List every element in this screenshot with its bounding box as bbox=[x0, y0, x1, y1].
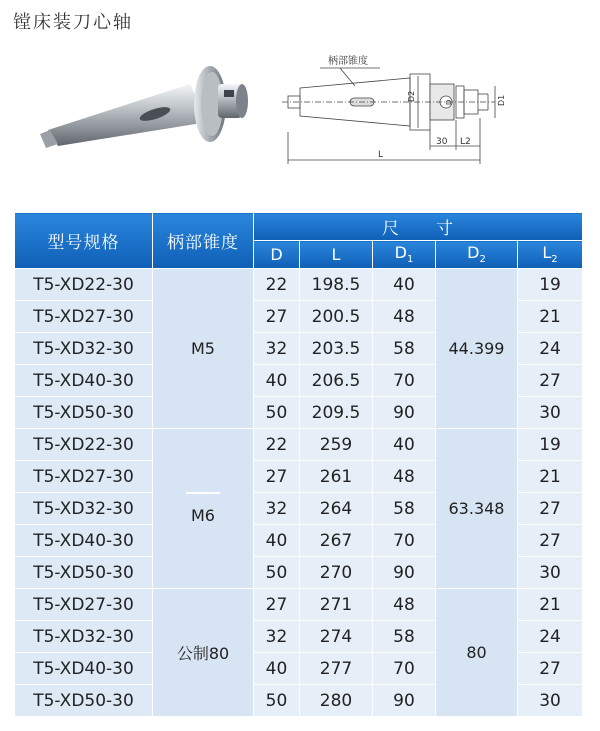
cell-model: T5-XD40-30 bbox=[15, 365, 153, 397]
drawing-d2-label: D2 bbox=[407, 90, 416, 102]
cell-l2: 19 bbox=[518, 429, 583, 461]
technical-drawing bbox=[280, 48, 520, 168]
cell-d1: 58 bbox=[373, 621, 436, 653]
cell-model: T5-XD27-30 bbox=[15, 301, 153, 333]
cell-l2: 24 bbox=[518, 333, 583, 365]
cell-l: 198.5 bbox=[300, 269, 373, 301]
cell-model: T5-XD50-30 bbox=[15, 557, 153, 589]
cell-taper: 公制80 bbox=[153, 589, 254, 717]
cell-model: T5-XD40-30 bbox=[15, 525, 153, 557]
cell-d1: 48 bbox=[373, 301, 436, 333]
cell-d: 27 bbox=[254, 461, 300, 493]
cell-d: 40 bbox=[254, 653, 300, 685]
cell-d1: 90 bbox=[373, 557, 436, 589]
header-size: 尺 寸 bbox=[254, 213, 583, 241]
cell-l: 270 bbox=[300, 557, 373, 589]
taper-divider bbox=[186, 492, 220, 494]
cell-d2: 44.399 bbox=[436, 269, 518, 429]
cell-l: 261 bbox=[300, 461, 373, 493]
cell-l2: 21 bbox=[518, 301, 583, 333]
table-row bbox=[15, 269, 583, 301]
cell-d: 50 bbox=[254, 397, 300, 429]
cell-l: 200.5 bbox=[300, 301, 373, 333]
cell-model: T5-XD50-30 bbox=[15, 685, 153, 717]
drawing-d1-label: D1 bbox=[497, 94, 506, 106]
page-title: 镗床装刀心轴 bbox=[13, 12, 133, 33]
header-d2: $D_2$ bbox=[436, 241, 518, 269]
cell-model: T5-XD27-30 bbox=[15, 589, 153, 621]
cell-d: 32 bbox=[254, 621, 300, 653]
cell-model: T5-XD27-30 bbox=[15, 461, 153, 493]
cell-d1: 90 bbox=[373, 397, 436, 429]
cell-model: T5-XD22-30 bbox=[15, 429, 153, 461]
arbor-photo bbox=[40, 62, 255, 172]
cell-l: 203.5 bbox=[300, 333, 373, 365]
header-model: 型号规格 bbox=[15, 213, 153, 269]
cell-l: 259 bbox=[300, 429, 373, 461]
cell-d: 27 bbox=[254, 301, 300, 333]
cell-d: 40 bbox=[254, 525, 300, 557]
cell-d1: 48 bbox=[373, 461, 436, 493]
cell-l2: 30 bbox=[518, 685, 583, 717]
spec-table bbox=[14, 212, 583, 717]
drawing-taper-label: 柄部锥度 bbox=[328, 56, 368, 67]
cell-l2: 27 bbox=[518, 653, 583, 685]
cell-d1: 70 bbox=[373, 525, 436, 557]
table-row bbox=[15, 429, 583, 461]
cell-l2: 24 bbox=[518, 621, 583, 653]
cell-d: 22 bbox=[254, 269, 300, 301]
cell-d: 50 bbox=[254, 685, 300, 717]
cell-model: T5-XD32-30 bbox=[15, 621, 153, 653]
drawing-l-label: L bbox=[378, 150, 384, 160]
cell-d: 32 bbox=[254, 493, 300, 525]
cell-l2: 21 bbox=[518, 461, 583, 493]
cell-l2: 30 bbox=[518, 557, 583, 589]
cell-model: T5-XD50-30 bbox=[15, 397, 153, 429]
cell-taper: M5 bbox=[153, 269, 254, 429]
cell-l: 274 bbox=[300, 621, 373, 653]
header-taper: 柄部锥度 bbox=[153, 213, 254, 269]
cell-model: T5-XD22-30 bbox=[15, 269, 153, 301]
cell-l: 206.5 bbox=[300, 365, 373, 397]
header-l: L bbox=[300, 241, 373, 269]
header-l2: $L_2$ bbox=[518, 241, 583, 269]
cell-model: T5-XD40-30 bbox=[15, 653, 153, 685]
cell-l: 209.5 bbox=[300, 397, 373, 429]
cell-taper: M6 bbox=[153, 429, 254, 589]
cell-d: 27 bbox=[254, 589, 300, 621]
cell-d1: 48 bbox=[373, 589, 436, 621]
cell-model: T5-XD32-30 bbox=[15, 333, 153, 365]
cell-d1: 40 bbox=[373, 429, 436, 461]
cell-d: 32 bbox=[254, 333, 300, 365]
table-row bbox=[15, 589, 583, 621]
drawing-d-label: D bbox=[445, 99, 453, 105]
cell-l2: 21 bbox=[518, 589, 583, 621]
cell-l2: 27 bbox=[518, 493, 583, 525]
cell-l2: 19 bbox=[518, 269, 583, 301]
cell-d: 50 bbox=[254, 557, 300, 589]
cell-model: T5-XD32-30 bbox=[15, 493, 153, 525]
cell-l: 267 bbox=[300, 525, 373, 557]
cell-d1: 58 bbox=[373, 333, 436, 365]
header-d: D bbox=[254, 241, 300, 269]
drawing-l2-label: L2 bbox=[460, 137, 471, 147]
cell-d1: 70 bbox=[373, 653, 436, 685]
cell-l2: 27 bbox=[518, 365, 583, 397]
cell-l: 271 bbox=[300, 589, 373, 621]
cell-d2: 80 bbox=[436, 589, 518, 717]
cell-d1: 58 bbox=[373, 493, 436, 525]
cell-l: 277 bbox=[300, 653, 373, 685]
drawing-dim-30: 30 bbox=[436, 137, 448, 147]
cell-d1: 40 bbox=[373, 269, 436, 301]
cell-d: 22 bbox=[254, 429, 300, 461]
header-d1: $D_1$ bbox=[373, 241, 436, 269]
cell-l: 264 bbox=[300, 493, 373, 525]
cell-d2: 63.348 bbox=[436, 429, 518, 589]
cell-d1: 70 bbox=[373, 365, 436, 397]
cell-l2: 27 bbox=[518, 525, 583, 557]
cell-d: 40 bbox=[254, 365, 300, 397]
cell-l: 280 bbox=[300, 685, 373, 717]
cell-l2: 30 bbox=[518, 397, 583, 429]
cell-d1: 90 bbox=[373, 685, 436, 717]
